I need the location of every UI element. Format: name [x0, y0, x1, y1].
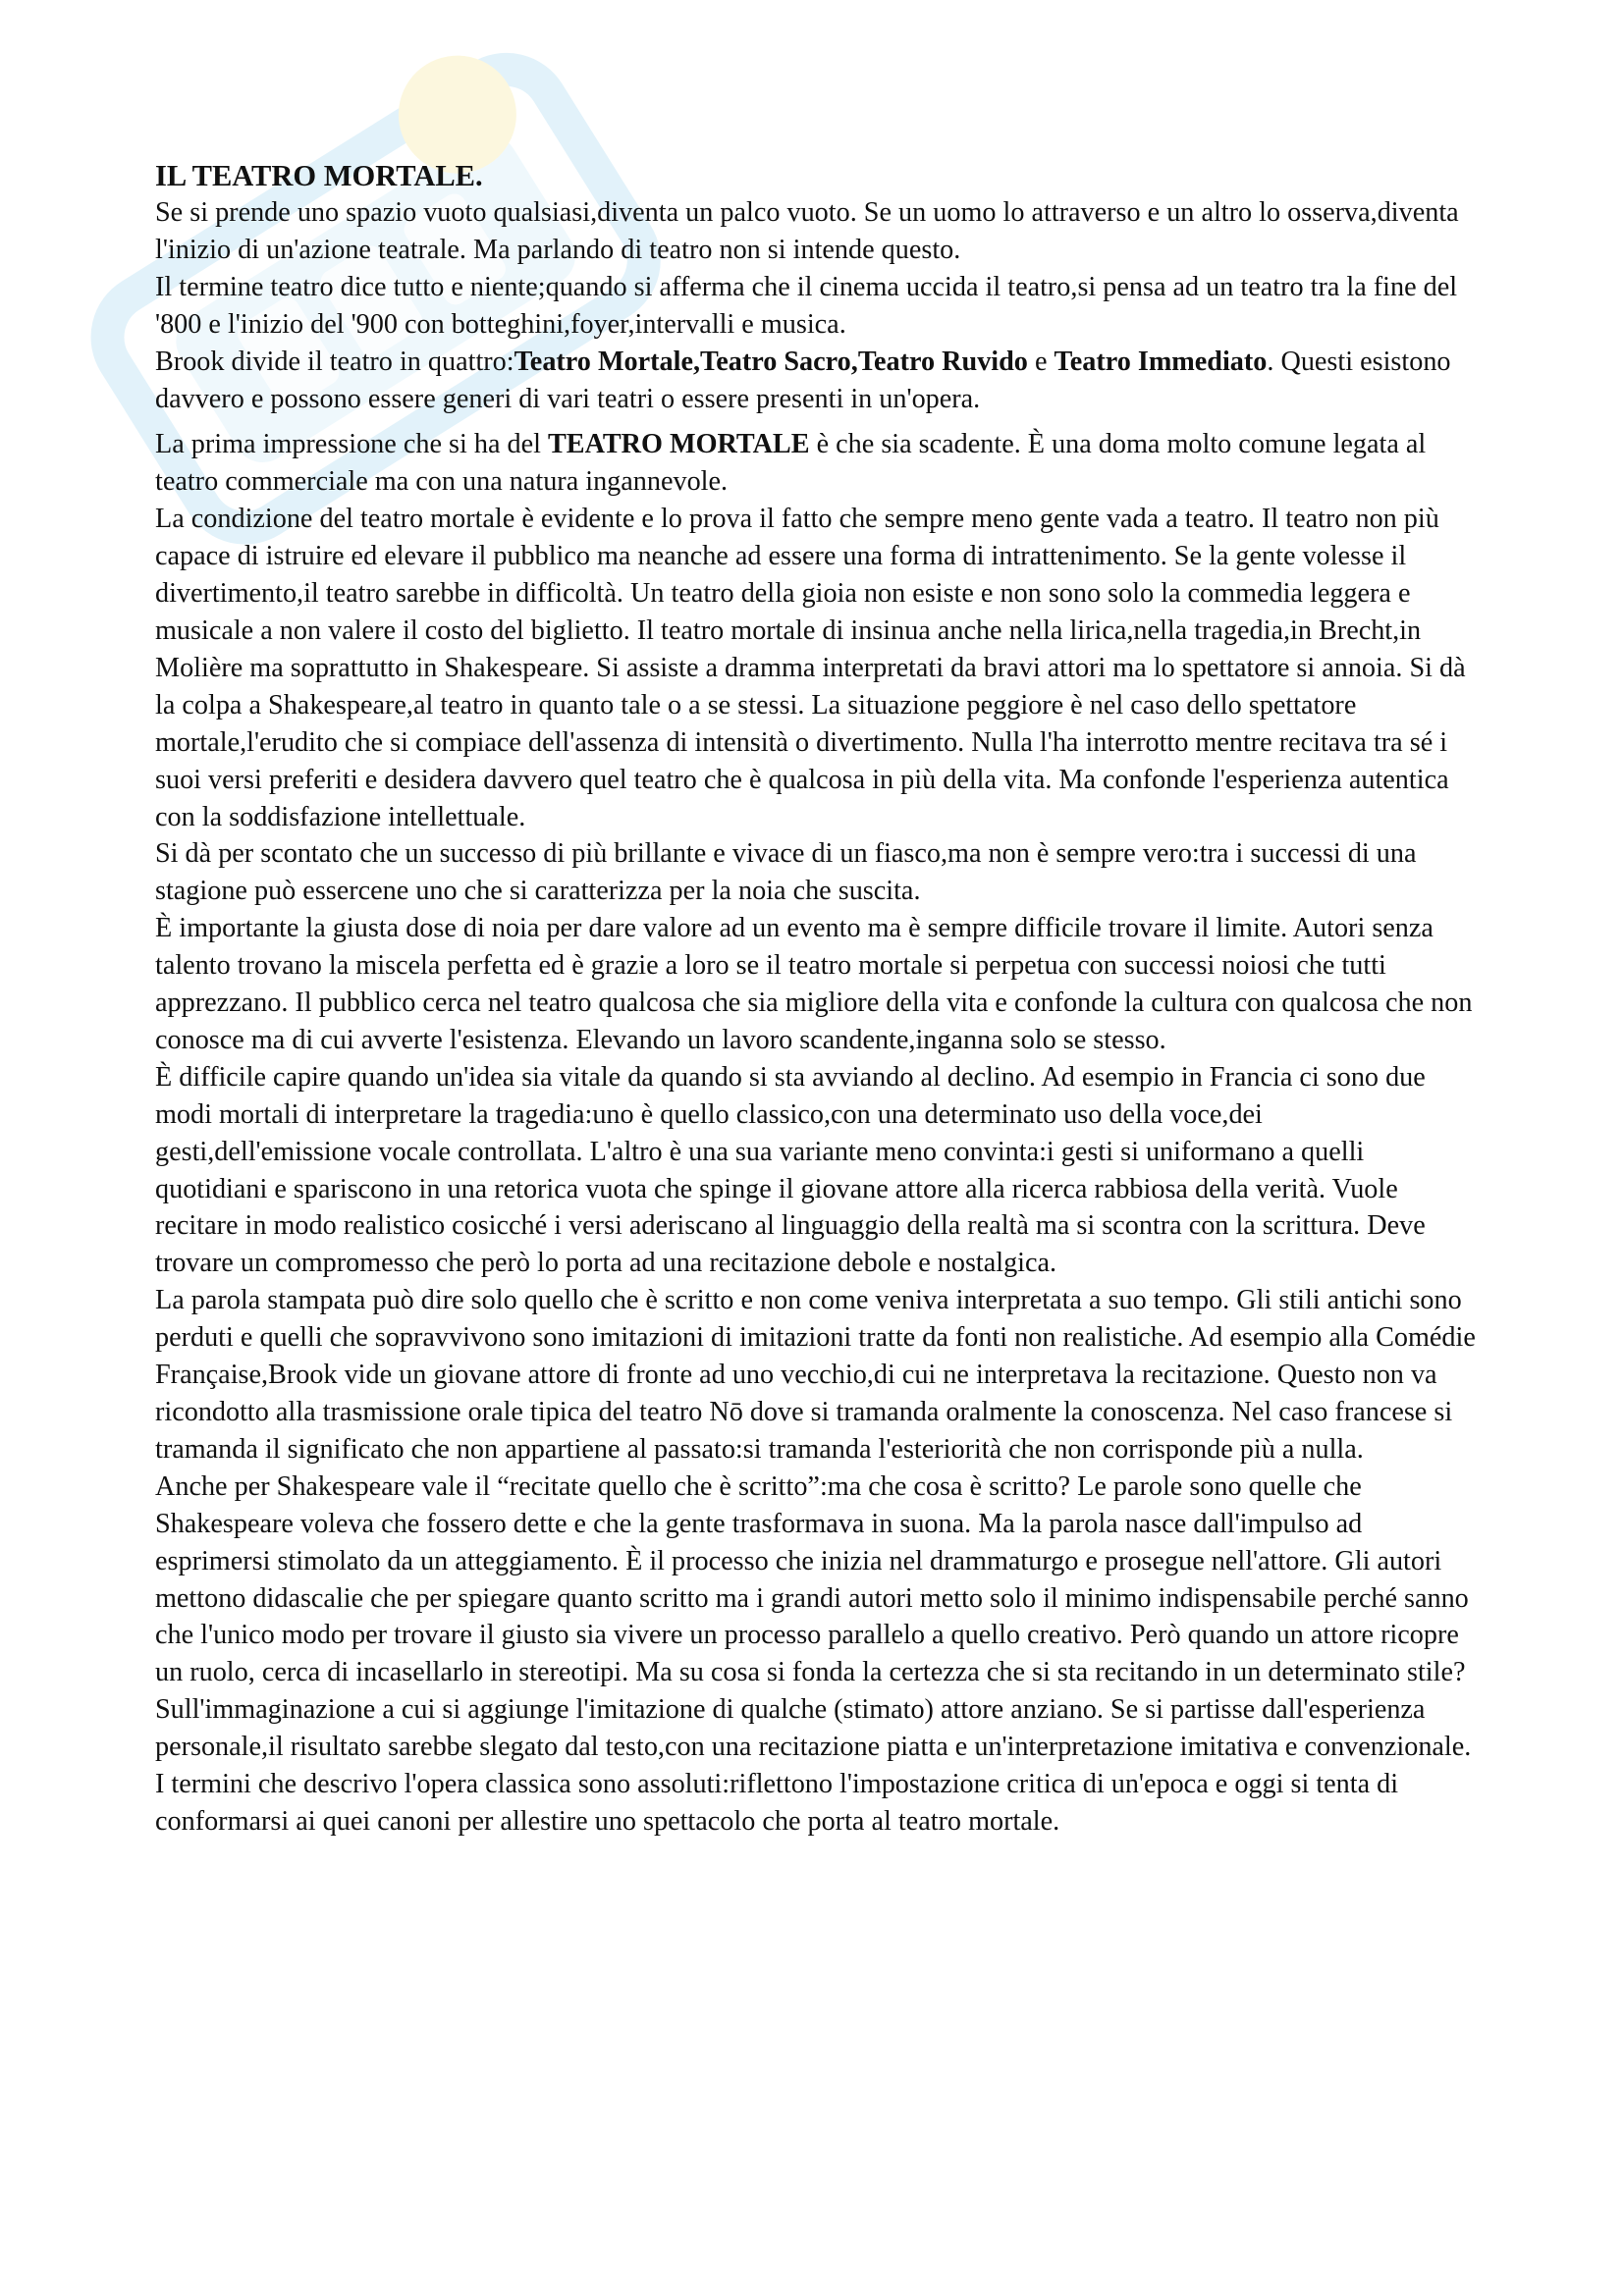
bold-term: Teatro Mortale — [514, 346, 693, 377]
bold-term: Teatro Sacro — [700, 346, 851, 377]
paragraph: Il termine teatro dice tutto e niente;quando si afferma che il cinema uccida il teatro,si pensa ad un teatro tra la fine del '800 e l'inizio del '900 con botteghini,foyer,intervalli e musica. — [155, 271, 1458, 340]
paragraph: La condizione del teatro mortale è evidente e lo prova il fatto che sempre meno gente vada a teatro. Il teatro non più capace di istruire ed elevare il pubblico ma neanche ad essere una forma di intrattenimento. Se la gente volesse il divertimento,il teatro sarebbe in difficoltà. Un teatro della gioia non esiste e non sono solo la commedia leggera e musicale a non valere il costo del biglietto. Il teatro mortale di insinua anche nella lirica,nella tragedia,in Brecht,in Molière ma soprattutto in Shakespeare. Si assiste a dramma interpretati da bravi attori ma lo spettatore si annoia. Si dà la colpa a Shakespeare,al teatro in quanto tale o a se stessi. La situazione peggiore è nel caso dello spettatore mortale,l'erudito che si compiace dell'assenza di intensità o divertimento. Nulla l'ha interrotto mentre recitava tra sé i suoi versi preferiti e desidera davvero quel teatro che è qualcosa in più della vita. Ma confonde l'esperienza autentica con la soddisfazione intellettuale. — [155, 504, 1466, 832]
paragraph: È difficile capire quando un'idea sia vitale da quando si sta avviando al declino. Ad esempio in Francia ci sono due modi mortali di interpretare la tragedia:uno è quello classico,con una determinato uso della voce,dei gesti,dell'emissione vocale controllata. L'altro è una sua variante meno convinta:i gesti si uniformano a quelli quotidiani e spariscono in una retorica vuota che spinge il giovane attore alla ricerca rabbiosa della verità. Vuole recitare in modo realistico cosicché i versi aderiscano al linguaggio della realtà ma si scontra con la scrittura. Deve trovare un compromesso che però lo porta ad una recitazione debole e nostalgica. — [155, 1061, 1426, 1279]
bold-term: , — [850, 346, 858, 377]
bold-term: TEATRO MORTALE — [547, 429, 810, 460]
paragraph: Anche per Shakespeare vale il “recitate quello che è scritto”:ma che cosa è scritto? Le parole sono quelle che Shakespeare voleva che fossero dette e che la gente trasformava in suona. Ma la parola nasce dall'impulso ad esprimersi stimolato da un atteggiamento. È il processo che inizia nel drammaturgo e prosegue nell'attore. Gli autori mettono didascalie che per spiegare quanto scritto ma i grandi autori metto solo il minimo indispensabile perché sanno che l'unico modo per trovare il giusto sia vivere un processo parallelo a quello creativo. Però quando un attore ricopre un ruolo, cerca di incasellarlo in stereotipi. Ma su cosa si fonda la certezza che si sta recitando in un determinato stile? Sull'immaginazione a cui si aggiunge l'imitazione di qualche (stimato) attore anziano. Se si partisse dall'esperienza personale,il risultato sarebbe slegato dal testo,con una recitazione piatta e un'interpretazione imitativa e convenzionale. — [155, 1470, 1472, 1763]
paragraph-first-impression — [155, 426, 1483, 501]
text-run: Brook divide il teatro in quattro: — [155, 346, 514, 377]
document-title: IL TEATRO MORTALE. — [155, 159, 483, 192]
text-run: . Questi esistono davvero e possono essere generi di vari teatri o essere presenti in un'opera. — [155, 346, 1451, 414]
paragraph: I termini che descrivo l'opera classica sono assoluti:riflettono l'impostazione critica di un'epoca e oggi si tenta di conformarsi ai quei canoni per allestire uno spettacolo che porta al teatro mortale. — [155, 1769, 1399, 1837]
paragraph: La parola stampata può dire solo quello che è scritto e non come veniva interpretata a suo tempo. Gli stili antichi sono perduti e quelli che sopravvivono sono imitazioni di imitazioni tratte da fonti non realistiche. Ad esempio alla Comédie Française,Brook vide un giovane attore di fronte ad uno vecchio,di cui ne interpretava la recitazione. Questo non va ricondotto alla trasmissione orale tipica del teatro Nō dove si tramanda oralmente la conoscenza. Nel caso francese si tramanda il significato che non appartiene al passato:si tramanda l'esteriorità che non corrisponde più a nulla. — [155, 1285, 1476, 1465]
paragraph-brook — [155, 344, 1483, 418]
paragraph: Se si prende uno spazio vuoto qualsiasi,diventa un palco vuoto. Se un uomo lo attraverso e un altro lo osserva,diventa l'inizio di un'azione teatrale. Ma parlando di teatro non si intende questo. — [155, 197, 1459, 265]
bold-term: , — [692, 346, 701, 377]
text-run: e — [1027, 346, 1055, 377]
bold-term: Teatro Immediato — [1054, 346, 1268, 377]
text-run: è che sia scadente. È una doma molto comune legata al teatro commerciale ma con una natura ingannevole. — [155, 429, 1427, 498]
document-page — [155, 157, 1483, 1841]
text-run: La prima impressione che si ha del — [155, 429, 548, 460]
bold-term: Teatro Ruvido — [857, 346, 1028, 377]
paragraph: È importante la giusta dose di noia per dare valore ad un evento ma è sempre difficile trovare il limite. Autori senza talento trovano la miscela perfetta ed è grazie a loro se il teatro mortale si perpetua con successi noiosi che tutti apprezzano. Il pubblico cerca nel teatro qualcosa che sia migliore della vita e confonde la cultura con qualcosa che non conosce ma di cui avverte l'esistenza. Elevando un lavoro scandente,inganna solo se stesso. — [155, 913, 1473, 1055]
paragraph: Si dà per scontato che un successo di più brillante e vivace di un fiasco,ma non è sempre vero:tra i successi di una stagione può essercene uno che si caratterizza per la noia che suscita. — [155, 838, 1417, 907]
